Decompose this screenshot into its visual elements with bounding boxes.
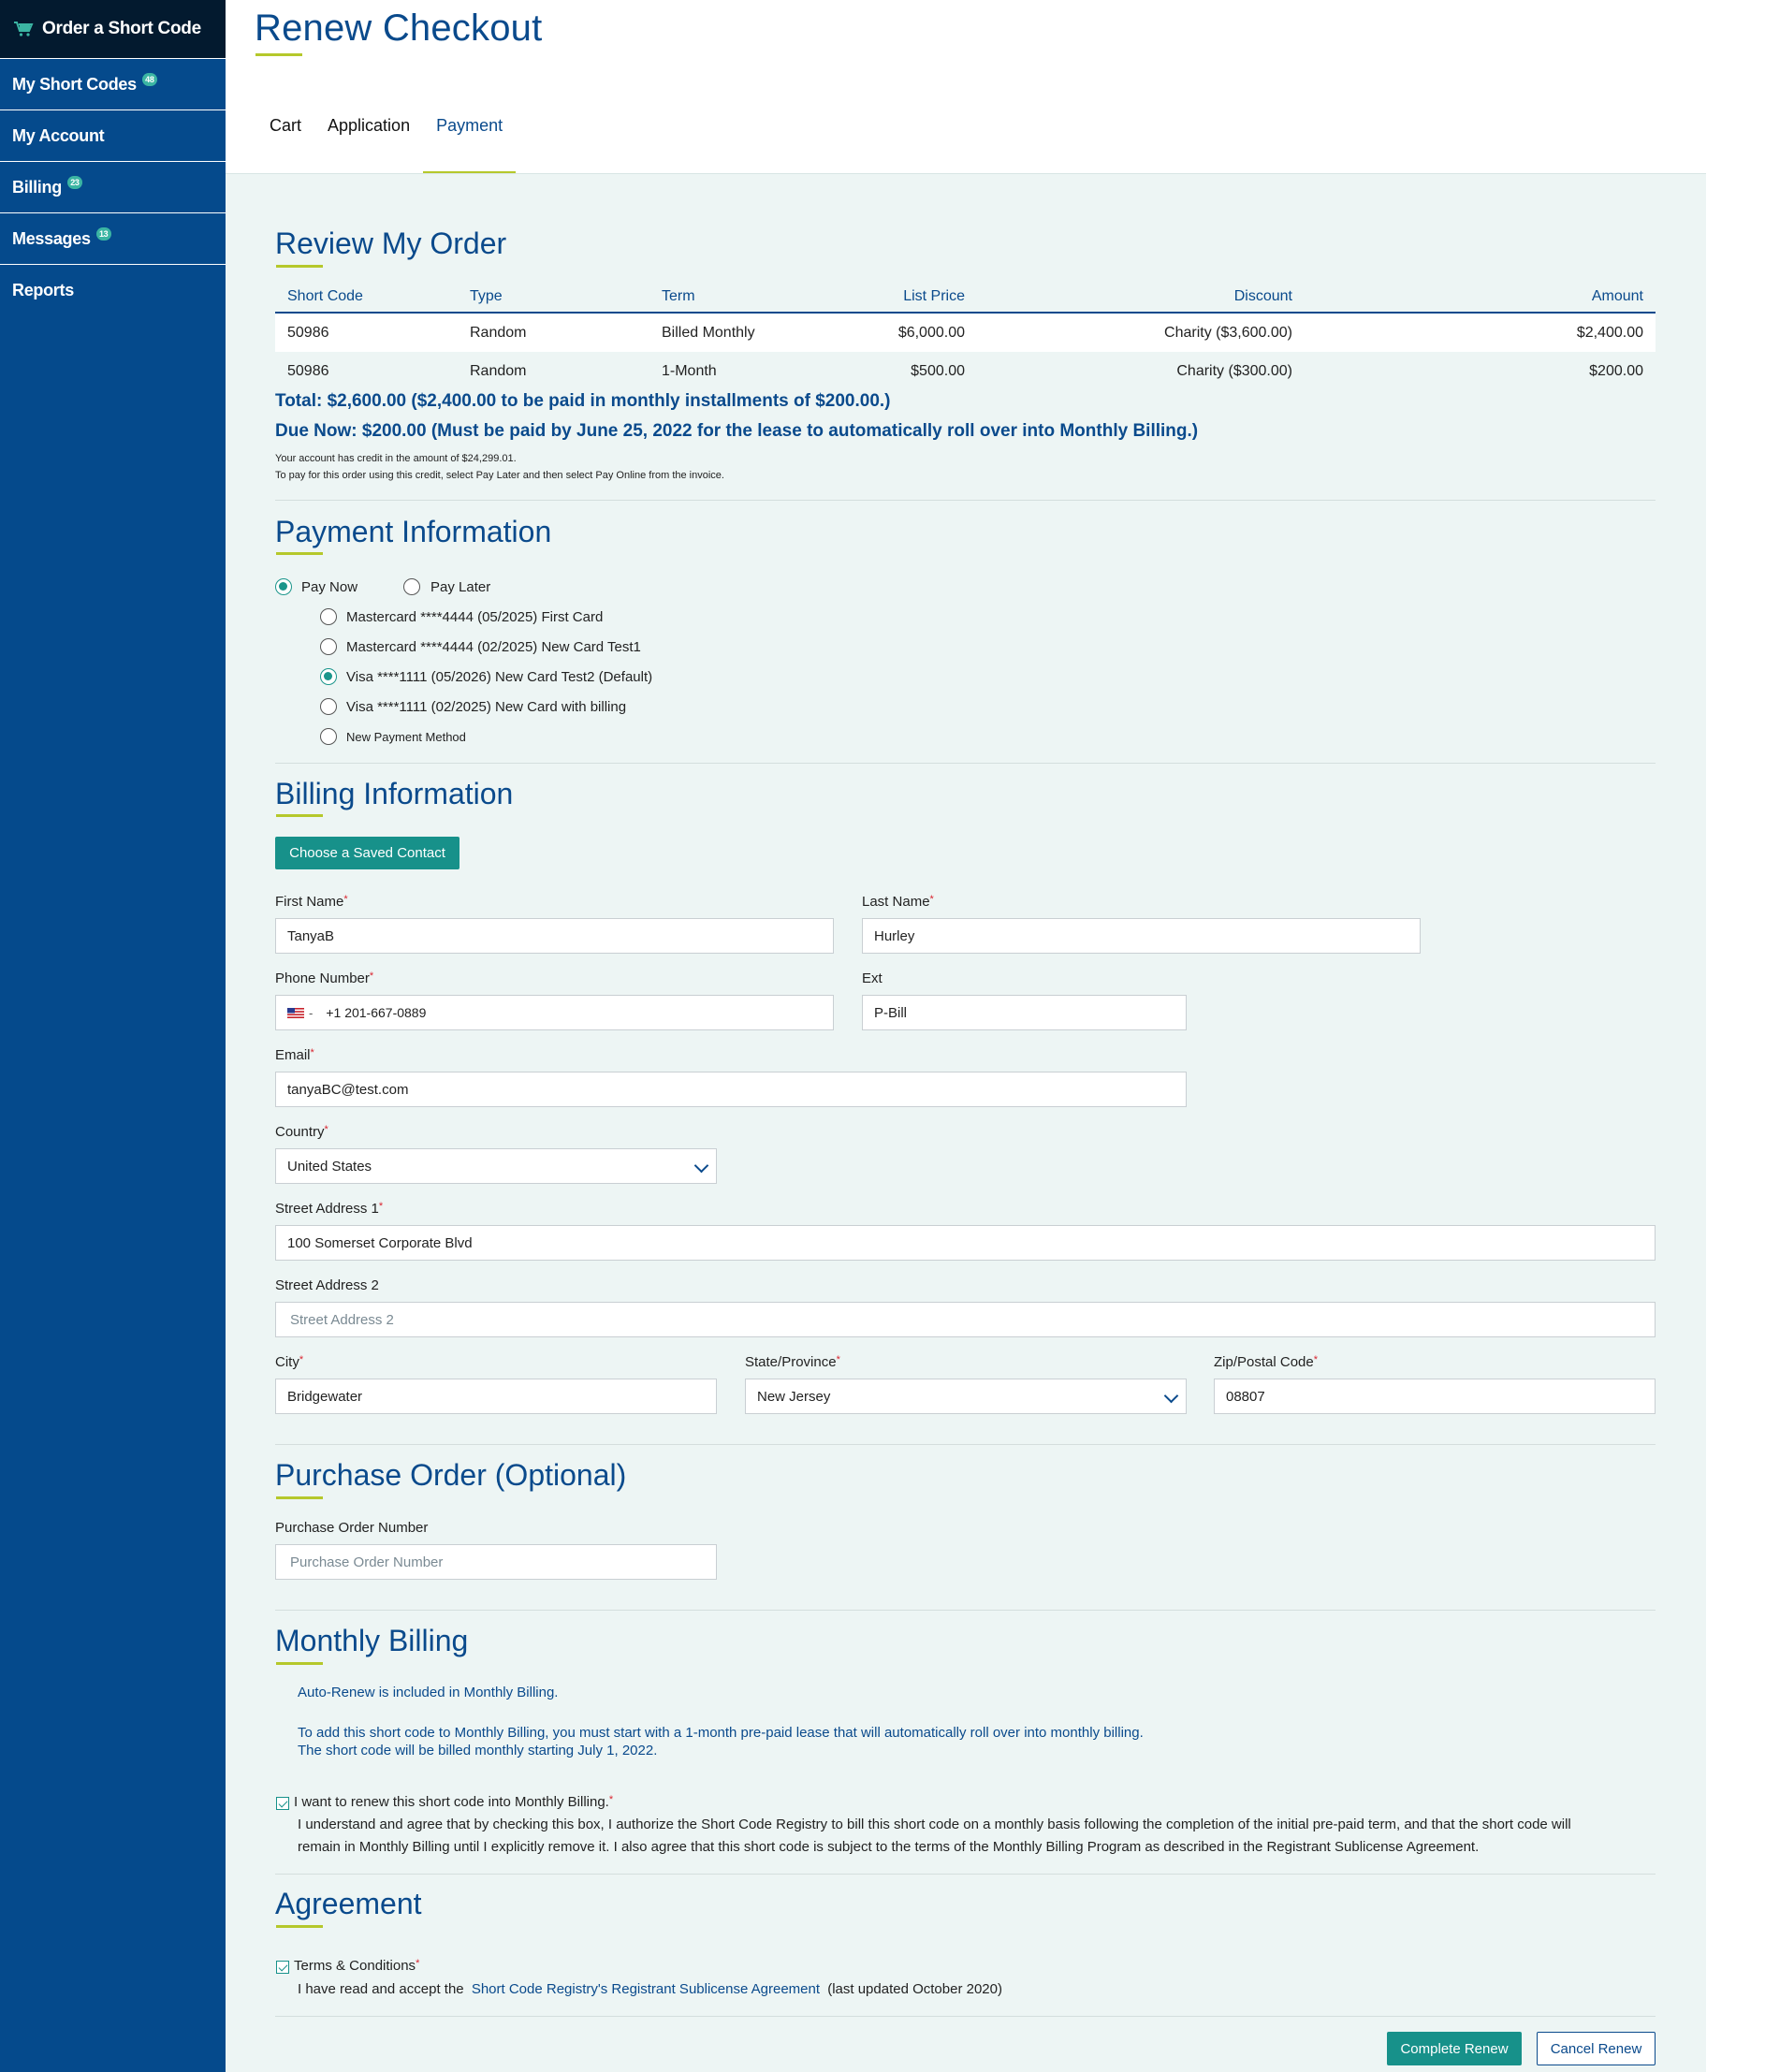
column-header: Term <box>649 281 837 313</box>
column-header: Type <box>458 281 649 313</box>
email-field[interactable]: tanyaBC@test.com <box>275 1072 1187 1107</box>
order-short-code-label: Order a Short Code <box>42 19 201 38</box>
tab-cart[interactable]: Cart <box>270 116 302 135</box>
required-mark: * <box>836 1354 840 1365</box>
pay-later-radio[interactable] <box>403 578 420 595</box>
sidebar-item-messages[interactable] <box>0 212 226 264</box>
divider <box>275 1610 1656 1611</box>
label-text: City <box>275 1354 299 1370</box>
street-address-2-field[interactable]: Street Address 2 <box>275 1302 1656 1337</box>
monthly-terms-line-2: remain in Monthly Billing until I explicitly remove it. I also agree that this short code is subject to the terms of the Monthly Billing Program as described in the Registrant Sublicense Agreement. <box>298 1839 1480 1855</box>
cell-short-code: 50986 <box>287 363 329 379</box>
pay-now-radio[interactable] <box>275 578 292 595</box>
payment-method-radio[interactable] <box>320 668 337 685</box>
cell-short-code: 50986 <box>275 313 458 352</box>
required-mark: * <box>378 1201 384 1212</box>
ext-field[interactable]: P-Bill <box>862 995 1187 1030</box>
sidebar-item-label: Messages <box>12 228 91 248</box>
purchase-order-label: Purchase Order Number <box>275 1520 429 1536</box>
label-text: Country <box>275 1124 325 1140</box>
country-value: United States <box>287 1158 372 1175</box>
section-underline <box>276 552 323 555</box>
sidebar-item-label: My Short Codes <box>12 74 137 94</box>
state-select[interactable] <box>745 1379 1187 1414</box>
section-underline <box>276 265 323 268</box>
purchase-order-field[interactable]: Purchase Order Number <box>275 1544 717 1580</box>
required-mark: * <box>369 970 374 982</box>
payment-method-label: Visa ****1111 (02/2025) New Card with billing <box>346 699 627 715</box>
order-total: Total: $2,600.00 ($2,400.00 to be paid in monthly installments of $200.00.) <box>275 391 891 411</box>
order-table <box>275 281 1656 391</box>
cell-amount: $2,400.00 <box>1305 313 1656 352</box>
sidebar-item-reports[interactable] <box>0 264 226 315</box>
country-label <box>275 1124 328 1140</box>
table-header-row <box>275 281 1656 313</box>
required-mark: * <box>1313 1354 1319 1365</box>
payment-method-label: Mastercard ****4444 (05/2025) First Card <box>346 609 604 625</box>
street1-label <box>275 1201 383 1217</box>
label-text: Phone Number <box>275 970 370 986</box>
column-header: Amount <box>1305 281 1656 313</box>
monthly-terms-line-1: I understand and agree that by checking this box, I authorize the Short Code Registry to bill this short code on a monthly basis following the completion of the initial pre-paid term, and that the short code will <box>298 1817 1571 1832</box>
zip-label <box>1214 1354 1318 1370</box>
column-header: List Price <box>837 281 977 313</box>
page-header <box>226 0 1706 173</box>
count-badge: 48 <box>142 73 157 86</box>
phone-label <box>275 970 373 986</box>
label-text: I want to renew this short code into Monthly Billing. <box>294 1794 609 1810</box>
table-row <box>275 313 1656 352</box>
street2-label: Street Address 2 <box>275 1277 379 1293</box>
cell-discount: Charity ($3,600.00) <box>977 313 1305 352</box>
credit-instructions: To pay for this order using this credit, select Pay Later and then select Pay Online from the invoice. <box>275 470 724 481</box>
divider <box>275 2016 1656 2017</box>
label-text: State/Province <box>745 1354 837 1370</box>
phone-field[interactable] <box>275 995 834 1030</box>
required-mark: * <box>929 894 934 905</box>
monthly-billing-title: Monthly Billing <box>275 1624 469 1657</box>
cell-discount: Charity ($300.00) <box>1176 363 1292 379</box>
label-text: Last Name <box>862 894 930 910</box>
agreement-title: Agreement <box>275 1887 422 1920</box>
payment-method-radio[interactable] <box>320 608 337 625</box>
state-value: New Jersey <box>757 1388 831 1405</box>
cart-icon <box>13 21 34 37</box>
cell-amount: $200.00 <box>1589 363 1643 379</box>
phone-prefix: - <box>309 1005 314 1020</box>
section-underline <box>276 1662 323 1665</box>
monthly-billing-checkbox-label <box>294 1794 613 1810</box>
page-title: Renew Checkout <box>255 7 543 49</box>
last-name-label <box>862 894 934 910</box>
payment-method-radio[interactable] <box>320 638 337 655</box>
sidebar <box>0 0 226 2072</box>
city-label <box>275 1354 303 1370</box>
monthly-billing-note: To add this short code to Monthly Billing, you must start with a 1-month pre-paid lease that will automatically roll over into monthly billing. <box>298 1725 1144 1741</box>
monthly-billing-checkbox[interactable] <box>276 1797 289 1810</box>
agreement-text-before: I have read and accept the <box>298 1981 464 1997</box>
credit-note: Your account has credit in the amount of $24,299.01. <box>275 453 517 464</box>
label-text: Zip/Postal Code <box>1214 1354 1314 1370</box>
payment-method-radio[interactable] <box>320 698 337 715</box>
zip-field[interactable]: 08807 <box>1214 1379 1656 1414</box>
new-payment-method-radio[interactable] <box>320 728 337 745</box>
chevron-down-icon <box>694 1159 709 1174</box>
cell-list-price: $500.00 <box>911 363 965 379</box>
cell-list-price: $6,000.00 <box>837 313 977 352</box>
street-address-1-field[interactable]: 100 Somerset Corporate Blvd <box>275 1225 1656 1261</box>
sidebar-item-label: My Account <box>12 125 105 145</box>
payment-title: Payment Information <box>275 515 552 548</box>
sublicense-agreement-link[interactable]: Short Code Registry's Registrant Sublicense Agreement <box>471 1981 821 1997</box>
section-underline <box>276 1925 323 1928</box>
last-name-field[interactable]: Hurley <box>862 918 1421 954</box>
us-flag-icon[interactable] <box>287 1008 304 1018</box>
payment-method-label: Visa ****1111 (05/2026) New Card Test2 (Default) <box>346 669 653 685</box>
count-badge: 23 <box>67 176 82 189</box>
state-label <box>745 1354 840 1370</box>
purchase-order-title: Purchase Order (Optional) <box>275 1458 627 1492</box>
pay-later-label: Pay Later <box>430 579 491 595</box>
required-mark: * <box>310 1047 314 1058</box>
terms-checkbox[interactable] <box>276 1961 289 1974</box>
checkout-tabs <box>270 116 542 174</box>
terms-checkbox-label <box>294 1958 419 1974</box>
sidebar-item-label: Billing <box>12 177 62 197</box>
billing-title: Billing Information <box>275 777 514 810</box>
billing-start-note: The short code will be billed monthly starting July 1, 2022. <box>298 1743 658 1758</box>
city-field[interactable]: Bridgewater <box>275 1379 717 1414</box>
label-text: Terms & Conditions <box>294 1958 416 1974</box>
phone-value: +1 201-667-0889 <box>326 1005 427 1020</box>
section-underline <box>276 1496 323 1499</box>
section-underline <box>276 814 323 817</box>
agreement-text-after: (last updated October 2020) <box>827 1981 1002 1997</box>
sidebar-item-billing[interactable] <box>0 161 226 212</box>
checkout-content <box>226 173 1706 2072</box>
ext-label: Ext <box>862 970 882 986</box>
count-badge: 13 <box>96 227 111 241</box>
title-underline <box>255 53 302 56</box>
label-text: Email <box>275 1047 311 1063</box>
chevron-down-icon <box>1164 1389 1179 1404</box>
cell-term: 1-Month <box>662 363 717 379</box>
divider <box>275 763 1656 764</box>
due-now: Due Now: $200.00 (Must be paid by June 25, 2022 for the lease to automatically roll over into Monthly Billing.) <box>275 421 1199 441</box>
review-title: Review My Order <box>275 226 507 260</box>
cancel-renew-button[interactable]: Cancel Renew <box>1537 2032 1656 2065</box>
choose-saved-contact-button[interactable]: Choose a Saved Contact <box>275 837 459 869</box>
payment-method-label: Mastercard ****4444 (02/2025) New Card Test1 <box>346 639 641 655</box>
required-mark: * <box>343 894 348 905</box>
cell-term: Billed Monthly <box>649 313 837 352</box>
sidebar-item-my-account[interactable] <box>0 109 226 161</box>
required-mark: * <box>608 1794 614 1805</box>
divider <box>275 500 1656 501</box>
column-header: Discount <box>977 281 1305 313</box>
pay-now-label: Pay Now <box>301 579 358 595</box>
column-header: Short Code <box>275 281 458 313</box>
agreement-text <box>298 1977 1002 2001</box>
sidebar-item-my-short-codes[interactable] <box>0 58 226 109</box>
complete-renew-button[interactable]: Complete Renew <box>1387 2032 1522 2065</box>
country-select[interactable] <box>275 1148 717 1184</box>
tab-payment[interactable]: Payment <box>423 116 516 174</box>
first-name-label <box>275 894 348 910</box>
new-payment-method-label: New Payment Method <box>346 730 466 744</box>
email-label <box>275 1047 314 1063</box>
cell-type: Random <box>470 363 527 379</box>
required-mark: * <box>299 1354 304 1365</box>
label-text: First Name <box>275 894 344 910</box>
first-name-field[interactable]: TanyaB <box>275 918 834 954</box>
order-short-code-link[interactable] <box>0 0 226 58</box>
label-text: Street Address 1 <box>275 1201 379 1217</box>
required-mark: * <box>416 1958 420 1969</box>
divider <box>275 1874 1656 1875</box>
sidebar-item-label: Reports <box>12 280 74 299</box>
required-mark: * <box>324 1124 328 1135</box>
divider <box>275 1444 1656 1445</box>
auto-renew-note: Auto-Renew is included in Monthly Billing. <box>298 1685 559 1700</box>
tab-application[interactable]: Application <box>328 116 411 135</box>
cell-type: Random <box>458 313 649 352</box>
table-row <box>275 352 1656 391</box>
